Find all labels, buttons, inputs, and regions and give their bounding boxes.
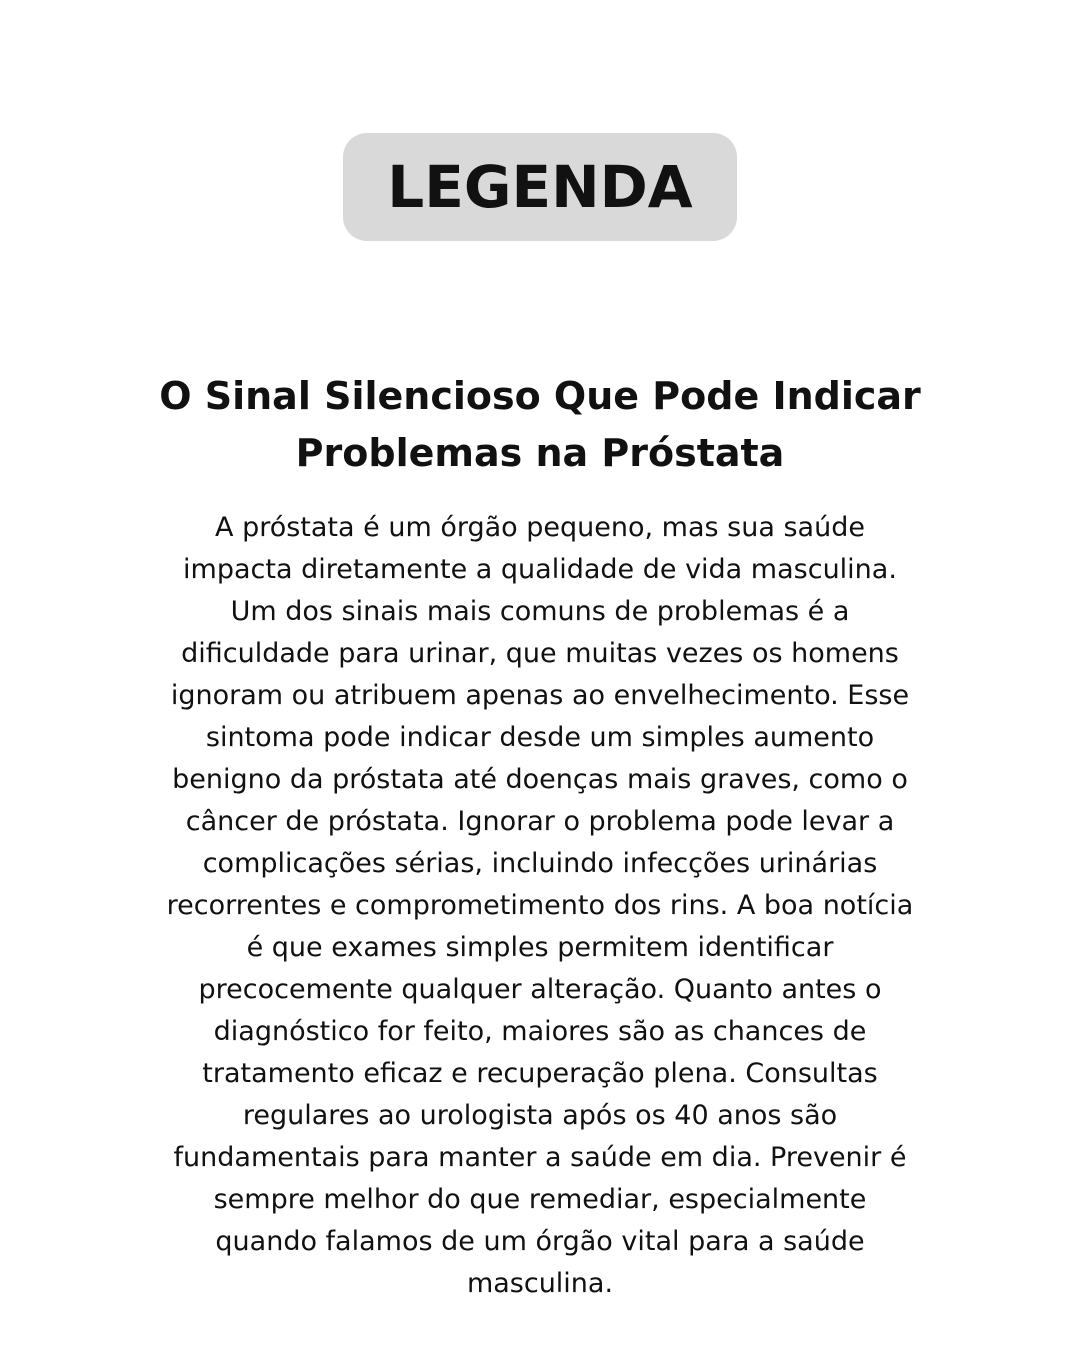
body-line: quando falamos de um órgão vital para a saúde: [215, 1226, 865, 1257]
badge-container: [0, 133, 1080, 241]
body-line: benigno da próstata até doenças mais graves, como o: [172, 764, 908, 795]
body-line: complicações sérias, incluindo infecções urinárias: [202, 848, 878, 879]
legenda-badge: [343, 133, 737, 241]
headline-line-2: Problemas na Próstata: [295, 431, 785, 475]
body-line: masculina.: [466, 1268, 614, 1299]
body-paragraph: [100, 507, 980, 1305]
body-line: diagnóstico for feito, maiores são as chances de: [213, 1016, 867, 1047]
body-line: é que exames simples permitem identificar: [246, 932, 834, 963]
body-line: regulares ao urologista após os 40 anos são: [242, 1100, 838, 1131]
headline-line-1: O Sinal Silencioso Que Pode Indicar: [159, 374, 921, 418]
body-line: sempre melhor do que remediar, especialmente: [213, 1184, 867, 1215]
body-line: A próstata é um órgão pequeno, mas sua saúde: [215, 512, 865, 543]
headline: [110, 368, 970, 482]
badge-label: LEGENDA: [387, 153, 693, 221]
body-line: impacta diretamente a qualidade de vida masculina.: [183, 554, 897, 585]
body-line: recorrentes e comprometimento dos rins. A boa notícia: [166, 890, 914, 921]
body-line: dificuldade para urinar, que muitas vezes os homens: [181, 638, 899, 669]
body-line: câncer de próstata. Ignorar o problema pode levar a: [185, 806, 895, 837]
body-line: sintoma pode indicar desde um simples aumento: [205, 722, 875, 753]
body-line: tratamento eficaz e recuperação plena. Consultas: [202, 1058, 878, 1089]
body-line: Um dos sinais mais comuns de problemas é a: [230, 596, 850, 627]
body-line: precocemente qualquer alteração. Quanto antes o: [198, 974, 882, 1005]
body-line: ignoram ou atribuem apenas ao envelhecimento. Esse: [170, 680, 910, 711]
body-line: fundamentais para manter a saúde em dia. Prevenir é: [173, 1142, 907, 1173]
